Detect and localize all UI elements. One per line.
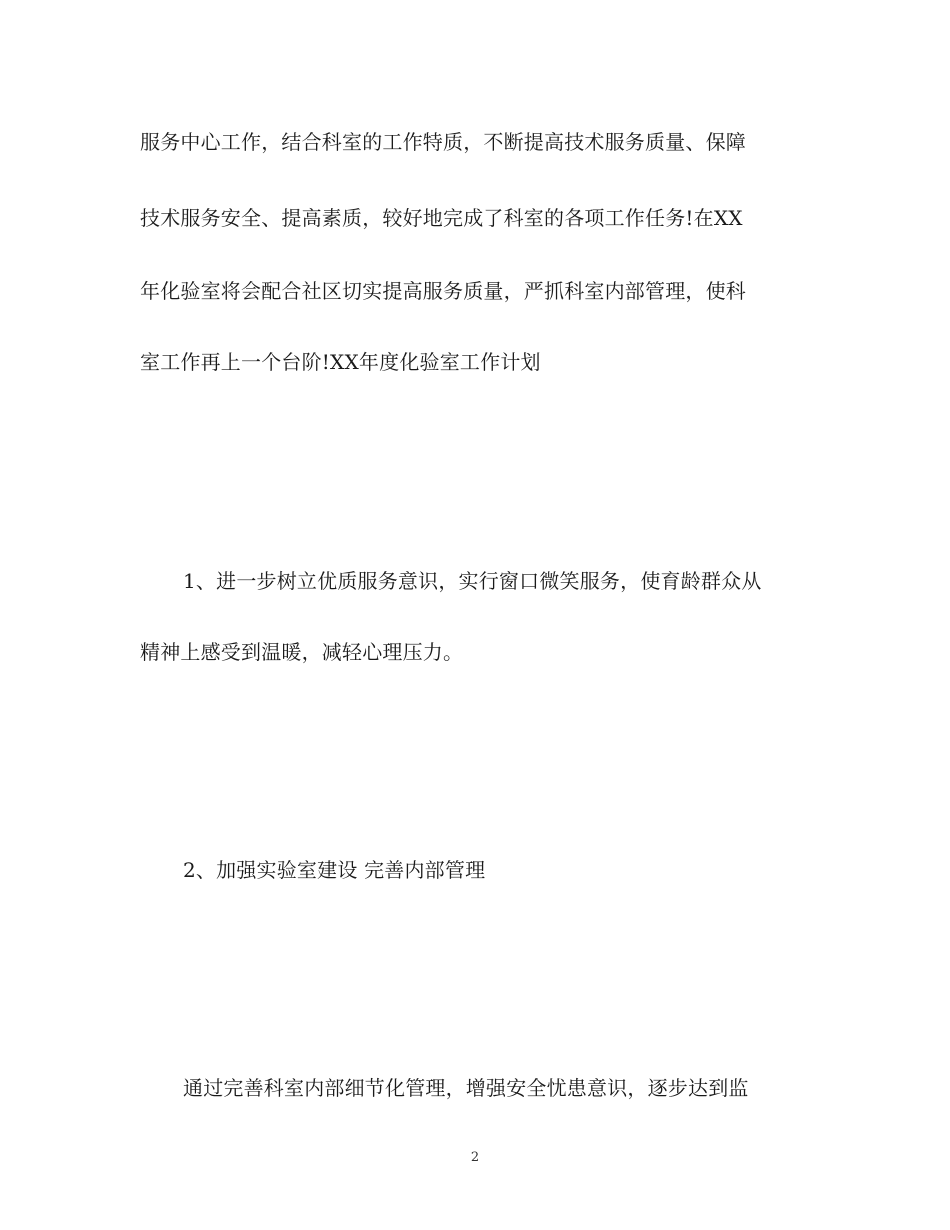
paragraph-4-line-1: 通过完善科室内部细节化管理，增强安全忧患意识，逐步达到监 [183,1076,749,1100]
paragraph-1-line-1: 服务中心工作，结合科室的工作特质，不断提高技术服务质量、保障 [140,130,746,154]
paragraph-2-line-2: 精神上感受到温暖，减轻心理压力。 [140,640,464,664]
paragraph-1-line-4: 室工作再上一个台阶!XX年度化验室工作计划 [140,350,541,374]
paragraph-3-line-1: 2、加强实验室建设 完善内部管理 [183,858,486,882]
paragraph-1-line-3: 年化验室将会配合社区切实提高服务质量，严抓科室内部管理，使科 [140,279,746,303]
page-number: 2 [470,1150,480,1165]
paragraph-2-line-1: 1、进一步树立优质服务意识，实行窗口微笑服务，使育龄群众从 [183,569,762,593]
paragraph-1-line-2: 技术服务安全、提高素质，较好地完成了科室的各项工作任务!在XX [140,206,743,230]
